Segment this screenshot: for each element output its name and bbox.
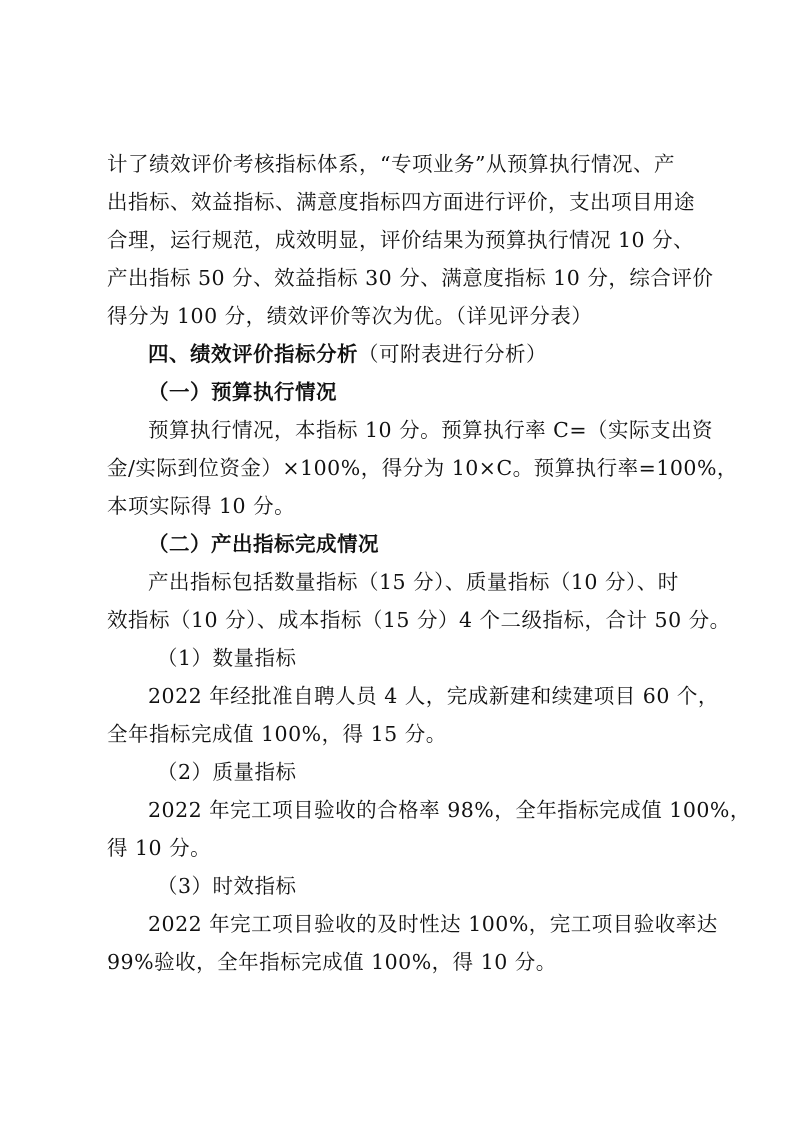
item-heading: （3）时效指标 bbox=[157, 874, 297, 898]
paragraph-line: 本项实际得 10 分。 bbox=[107, 494, 296, 518]
paragraph-line: 金/实际到位资金）×100%，得分为 10×C。预算执行率=100%， bbox=[107, 456, 738, 480]
paragraph-line: 预算执行情况，本指标 10 分。预算执行率 C=（实际支出资 bbox=[148, 418, 713, 442]
subsection-heading: （二）产出指标完成情况 bbox=[148, 532, 379, 556]
item-heading: （1）数量指标 bbox=[157, 646, 297, 670]
paragraph-line: 产出指标包括数量指标（15 分）、质量指标（10 分）、时 bbox=[148, 570, 679, 594]
paragraph-line: 99%验收，全年指标完成值 100%，得 10 分。 bbox=[107, 950, 557, 974]
paragraph-line: 得 10 分。 bbox=[107, 836, 212, 860]
section-heading-title: 四、绩效评价指标分析 bbox=[148, 342, 358, 366]
paragraph-line: 2022 年完工项目验收的合格率 98%，全年指标完成值 100%， bbox=[148, 798, 751, 822]
paragraph-line: 2022 年完工项目验收的及时性达 100%，完工项目验收率达 bbox=[148, 912, 718, 936]
paragraph-line: 产出指标 50 分、效益指标 30 分、满意度指标 10 分，综合评价 bbox=[107, 266, 714, 290]
paragraph-line: 效指标（10 分）、成本指标（15 分）4 个二级指标，合计 50 分。 bbox=[107, 608, 731, 632]
paragraph-line: 合理，运行规范，成效明显，评价结果为预算执行情况 10 分、 bbox=[107, 228, 695, 252]
paragraph-line: 计了绩效评价考核指标体系，“专项业务”从预算执行情况、产 bbox=[107, 152, 675, 176]
item-heading: （2）质量指标 bbox=[157, 760, 297, 784]
paragraph-line: 出指标、效益指标、满意度指标四方面进行评价，支出项目用途 bbox=[107, 190, 695, 214]
section-heading-note: （可附表进行分析） bbox=[358, 342, 547, 366]
subsection-heading: （一）预算执行情况 bbox=[148, 380, 337, 404]
section-heading bbox=[148, 340, 547, 368]
paragraph-line: 得分为 100 分，绩效评价等次为优。（详见评分表） bbox=[107, 304, 593, 328]
paragraph-line: 2022 年经批准自聘人员 4 人，完成新建和续建项目 60 个， bbox=[148, 684, 719, 708]
paragraph-line: 全年指标完成值 100%，得 15 分。 bbox=[107, 722, 447, 746]
